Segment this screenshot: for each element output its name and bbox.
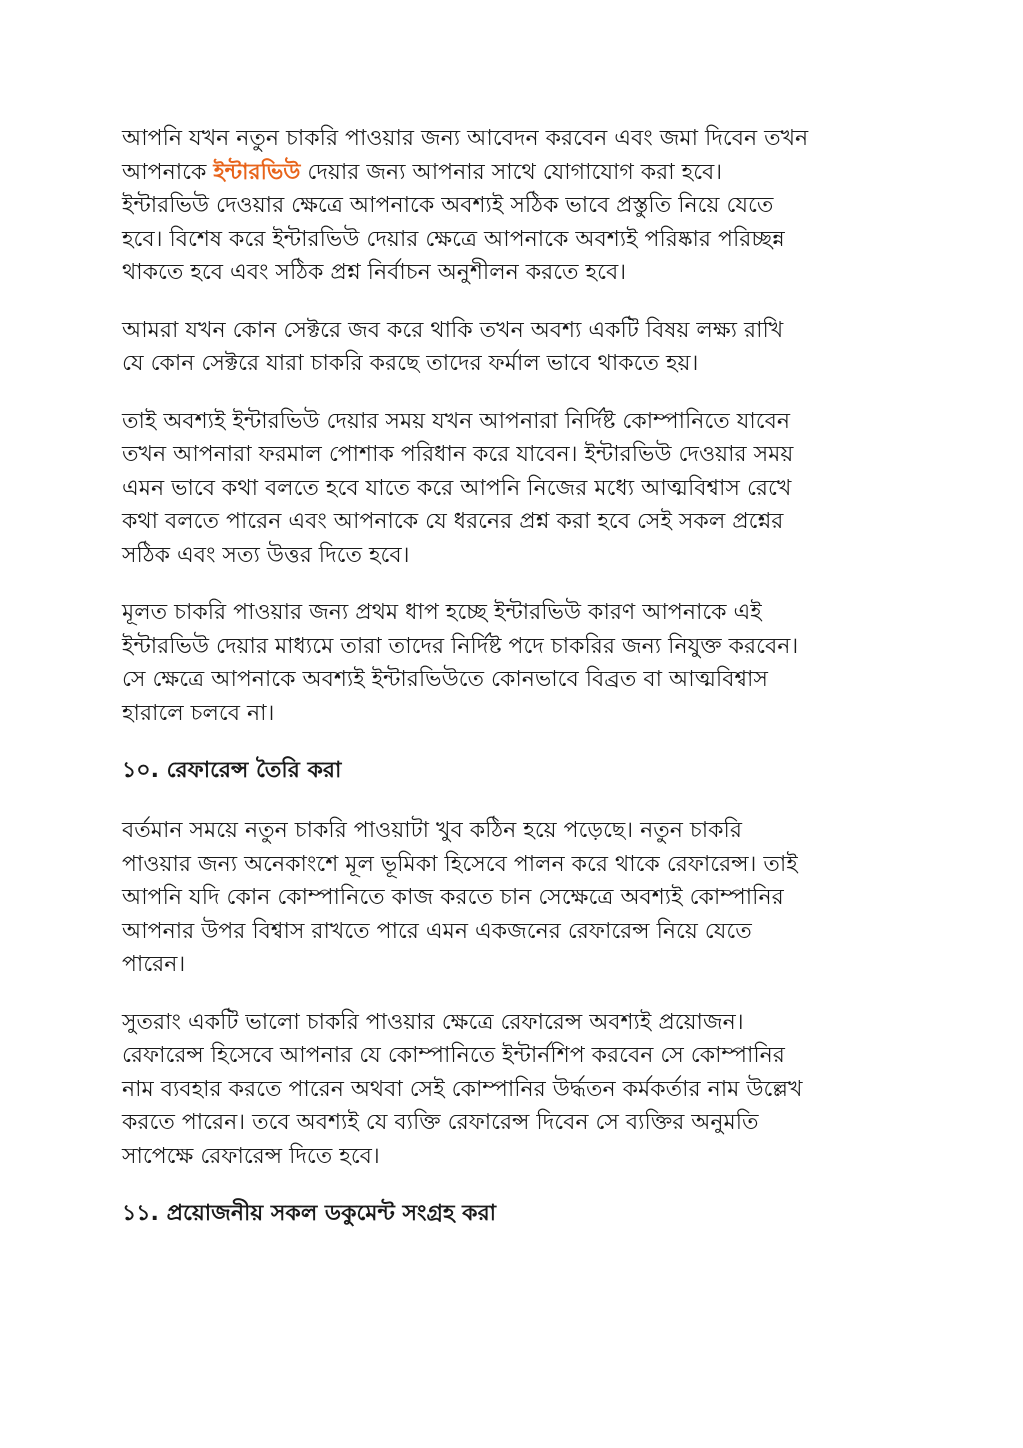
text-line: ইন্টারভিউ দেওয়ার ক্ষেত্রে আপনাকে অবশ্যই সঠিক ভাবে প্রস্তুতি নিয়ে যেতে	[122, 193, 774, 218]
text-line: আপনার উপর বিশ্বাস রাখতে পারে এমন একজনের রেফারেন্স নিয়ে যেতে	[122, 918, 752, 944]
text-line: হারালে চলবে না।	[122, 700, 275, 726]
text-line: বর্তমান সময়ে নতুন চাকরি পাওয়াটা খুব কঠিন হয়ে পড়েছে। নতুন চাকরি	[122, 818, 742, 843]
paragraph-references-intro	[122, 814, 912, 982]
text-line: ইন্টারভিউ দেয়ার মাধ্যমে তারা তাদের নির্দিষ্ট পদে চাকরির জন্য নিযুক্ত করবেন।	[122, 633, 799, 659]
paragraph-first-step	[122, 596, 912, 730]
text-segment: আপনাকে	[122, 159, 214, 185]
text-line: এমন ভাবে কথা বলতে হবে যাতে করে আপনি নিজের মধ্যে আত্মবিশ্বাস রেখে	[122, 475, 792, 501]
text-line: সাপেক্ষে রেফারেন্স দিতে হবে।	[122, 1143, 380, 1169]
text-line: থাকতে হবে এবং সঠিক প্রশ্ন নির্বাচন অনুশীলন করতে হবে।	[122, 260, 627, 285]
text-line	[122, 156, 912, 190]
paragraph-interview-intro	[122, 122, 912, 290]
highlighted-keyword: ইন্টারভিউ	[213, 159, 301, 185]
text-line: সুতরাং একটি ভালো চাকরি পাওয়ার ক্ষেত্রে রেফারেন্স অবশ্যই প্রয়োজন।	[122, 1009, 744, 1035]
paragraph-references-detail	[122, 1006, 912, 1174]
text-line: পাওয়ার জন্য অনেকাংশে মূল ভূমিকা হিসেবে পালন করে থাকে রেফারেন্স। তাই	[122, 851, 798, 877]
text-line: আমরা যখন কোন সেক্টরে জব করে থাকি তখন অবশ্য একটি বিষয় লক্ষ্য রাখি	[122, 317, 784, 343]
text-line: পারেন।	[122, 952, 186, 977]
paragraph-formal-sector	[122, 314, 912, 381]
text-line: আপনি যখন নতুন চাকরি পাওয়ার জন্য আবেদন করবেন এবং জমা দিবেন তখন	[122, 126, 809, 151]
text-line: সে ক্ষেত্রে আপনাকে অবশ্যই ইন্টারভিউতে কোনভাবে বিব্রত বা আত্মবিশ্বাস	[122, 667, 768, 692]
text-line: তখন আপনারা ফরমাল পোশাক পরিধান করে যাবেন। ইন্টারভিউ দেওয়ার সময়	[122, 442, 794, 467]
paragraph-formal-dress	[122, 405, 912, 573]
section-heading-references: ১০. রেফারেন্স তৈরি করা	[122, 758, 342, 783]
section-heading-documents: ১১. প্রয়োজনীয় সকল ডকুমেন্ট সংগ্রহ করা	[122, 1201, 497, 1226]
text-line: করতে পারেন। তবে অবশ্যই যে ব্যক্তি রেফারেন্স দিবেন সে ব্যক্তির অনুমতি	[122, 1110, 759, 1135]
text-line: নাম ব্যবহার করতে পারেন অথবা সেই কোম্পানির উর্দ্ধতন কর্মকর্তার নাম উল্লেখ	[122, 1076, 803, 1102]
text-line: কথা বলতে পারেন এবং আপনাকে যে ধরনের প্রশ্ন করা হবে সেই সকল প্রশ্নের	[122, 509, 784, 534]
document-page	[122, 122, 912, 1257]
text-line: যে কোন সেক্টরে যারা চাকরি করছে তাদের ফর্মাল ভাবে থাকতে হয়।	[122, 351, 699, 376]
text-line: আপনি যদি কোন কোম্পানিতে কাজ করতে চান সেক্ষেত্রে অবশ্যই কোম্পানির	[122, 885, 784, 910]
text-line: হবে। বিশেষ করে ইন্টারভিউ দেয়ার ক্ষেত্রে আপনাকে অবশ্যই পরিষ্কার পরিচ্ছন্ন	[122, 226, 785, 252]
text-segment: দেয়ার জন্য আপনার সাথে যোগাযোগ করা হবে।	[300, 159, 723, 185]
text-line: মূলত চাকরি পাওয়ার জন্য প্রথম ধাপ হচ্ছে ইন্টারভিউ কারণ আপনাকে এই	[122, 600, 762, 625]
text-line: রেফারেন্স হিসেবে আপনার যে কোম্পানিতে ইন্টার্নশিপ করবেন সে কোম্পানির	[122, 1043, 785, 1068]
text-line: তাই অবশ্যই ইন্টারভিউ দেয়ার সময় যখন আপনারা নির্দিষ্ট কোম্পানিতে যাবেন	[122, 408, 791, 434]
text-line: সঠিক এবং সত্য উত্তর দিতে হবে।	[122, 542, 410, 568]
